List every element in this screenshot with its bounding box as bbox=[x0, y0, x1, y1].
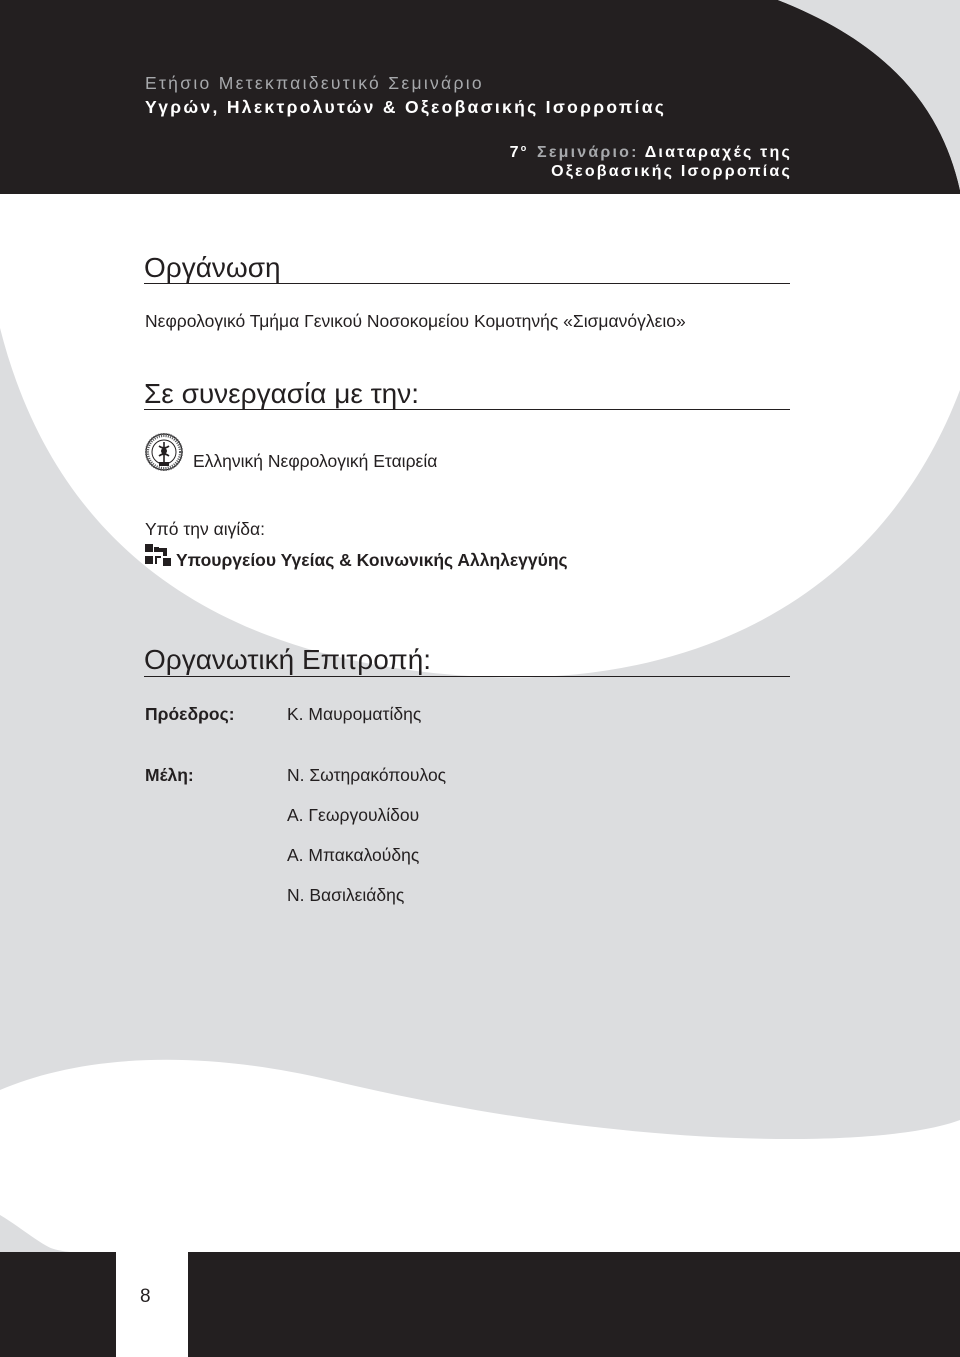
ministry-icon bbox=[145, 544, 171, 568]
organization-title: Οργάνωση bbox=[144, 252, 281, 283]
header-series-subtitle: Υγρών, Ηλεκτρολυτών & Οξεοβασικής Ισορροπίας bbox=[145, 97, 667, 117]
member-name: Α. Μπακαλούδης bbox=[287, 845, 420, 865]
president-name: Κ. Μαυροματίδης bbox=[287, 704, 422, 724]
committee-title: Οργανωτική Επιτροπή: bbox=[144, 644, 432, 675]
seminar-superscript: ο bbox=[520, 143, 529, 153]
committee-divider bbox=[144, 676, 790, 677]
society-seal-icon bbox=[145, 433, 183, 471]
auspices-label: Υπό την αιγίδα: bbox=[145, 519, 265, 539]
seminar-label: Σεμινάριο: bbox=[537, 144, 639, 161]
member-name: Ν. Σωτηρακόπουλος bbox=[287, 765, 447, 785]
member-name: Α. Γεωργουλίδου bbox=[287, 805, 420, 825]
page-number: 8 bbox=[140, 1286, 151, 1307]
collaboration-divider bbox=[144, 409, 790, 410]
organization-divider bbox=[144, 283, 790, 284]
seminar-number: 7 bbox=[509, 144, 521, 161]
partner-name: Ελληνική Νεφρολογική Εταιρεία bbox=[193, 451, 438, 471]
header-seminar-line bbox=[510, 143, 792, 162]
auspices-entity: Υπουργείου Υγείας & Κοινωνικής Αλληλεγγύης bbox=[176, 550, 568, 570]
collaboration-title: Σε συνεργασία με την: bbox=[144, 378, 420, 409]
header-series-title: Ετήσιο Μετεκπαιδευτικό Σεμινάριο bbox=[145, 73, 484, 93]
president-label: Πρόεδρος: bbox=[145, 704, 235, 724]
organization-text: Νεφρολογικό Τμήμα Γενικού Νοσοκομείου Κομοτηνής «Σισμανόγλειο» bbox=[145, 311, 686, 331]
seminar-topic-part1: Διαταραχές της bbox=[644, 144, 792, 161]
members-label: Μέλη: bbox=[145, 765, 194, 785]
seminar-topic-part2: Οξεοβασικής Ισορροπίας bbox=[551, 163, 792, 180]
member-name: Ν. Βασιλειάδης bbox=[287, 885, 405, 905]
